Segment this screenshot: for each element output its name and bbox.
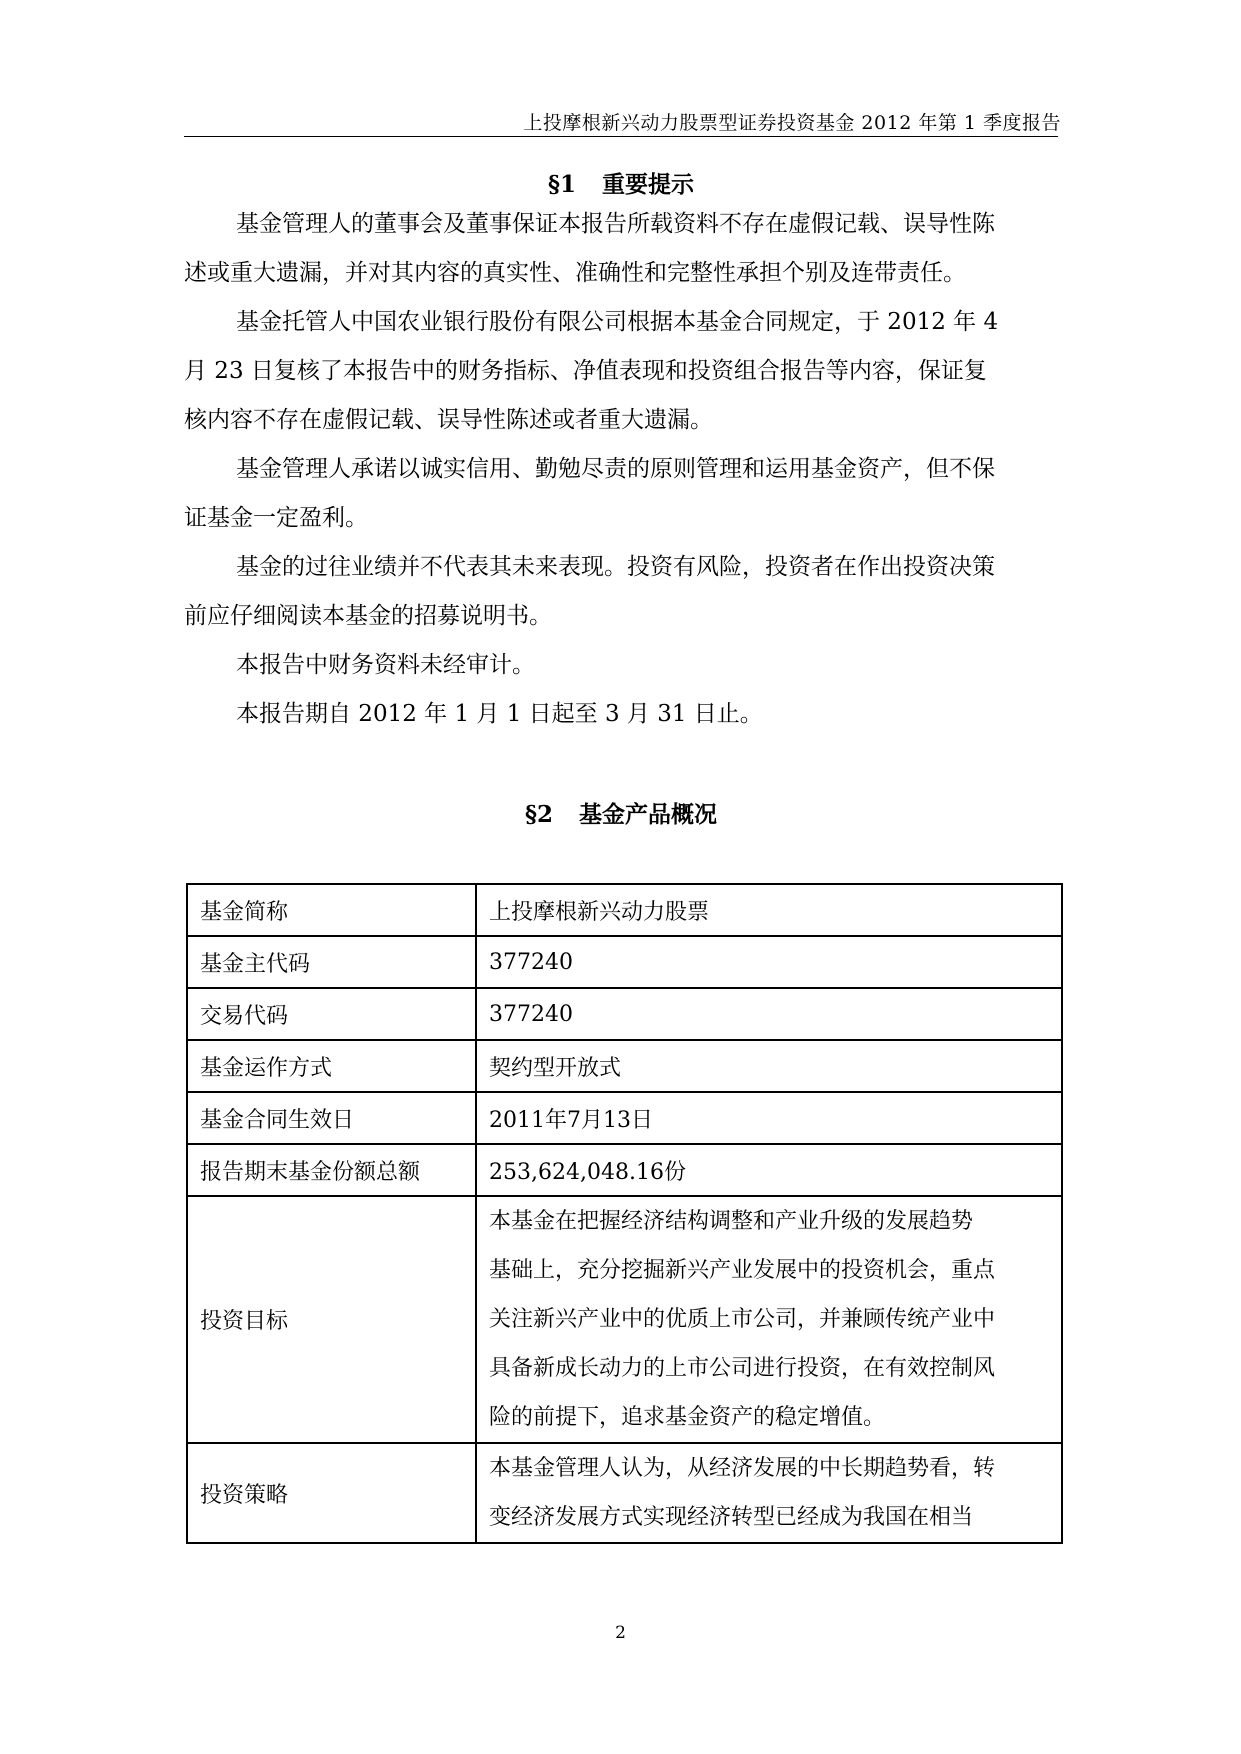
table-value: 377240 bbox=[476, 988, 1062, 1040]
table-label: 交易代码 bbox=[187, 988, 476, 1040]
paragraph-line: 本报告中财务资料未经审计。 bbox=[236, 652, 535, 678]
strategy-line: 本基金管理人认为，从经济发展的中长期趋势看，转 bbox=[489, 1456, 996, 1481]
paragraph-line: 证基金一定盈利。 bbox=[184, 505, 368, 531]
objective-line: 具备新成长动力的上市公司进行投资，在有效控制风 bbox=[489, 1356, 996, 1381]
section-1-heading bbox=[184, 166, 1058, 199]
paragraph-line: 核内容不存在虚假记载、误导性陈述或者重大遗漏。 bbox=[184, 407, 713, 433]
table-row bbox=[187, 1144, 1062, 1196]
section-2-number: §2 bbox=[524, 801, 554, 828]
paragraph-line: 基金管理人承诺以诚实信用、勤勉尽责的原则管理和运用基金资产，但不保 bbox=[236, 456, 995, 482]
table-value: 377240 bbox=[476, 936, 1062, 988]
table-row bbox=[187, 936, 1062, 988]
table-label: 基金主代码 bbox=[187, 936, 476, 988]
table-row-strategy bbox=[187, 1443, 1062, 1543]
table-label: 基金合同生效日 bbox=[187, 1092, 476, 1144]
table-value: 上投摩根新兴动力股票 bbox=[476, 884, 1062, 936]
section-1-body bbox=[184, 200, 1058, 739]
paragraph-line: 月 23 日复核了本报告中的财务指标、净值表现和投资组合报告等内容，保证复 bbox=[184, 358, 987, 384]
table-label: 基金简称 bbox=[187, 884, 476, 936]
section-2-title: 基金产品概况 bbox=[579, 801, 718, 828]
header-divider bbox=[184, 136, 1058, 137]
table-row bbox=[187, 884, 1062, 936]
paragraph-line: 基金的过往业绩并不代表其未来表现。投资有风险，投资者在作出投资决策 bbox=[236, 554, 995, 580]
table-row-objective bbox=[187, 1196, 1062, 1443]
section-2-heading bbox=[184, 796, 1058, 829]
table-row bbox=[187, 1040, 1062, 1092]
table-row bbox=[187, 988, 1062, 1040]
fund-overview-table bbox=[186, 883, 1063, 1544]
section-1-number: §1 bbox=[547, 171, 577, 198]
table-value-strategy bbox=[476, 1443, 1062, 1543]
paragraph-line: 本报告期自 2012 年 1 月 1 日起至 3 月 31 日止。 bbox=[236, 701, 763, 727]
report-header-title: 上投摩根新兴动力股票型证券投资基金 2012 年第 1 季度报告 bbox=[523, 112, 1061, 134]
table-label: 投资策略 bbox=[187, 1443, 476, 1543]
objective-line: 本基金在把握经济结构调整和产业升级的发展趋势 bbox=[489, 1209, 974, 1234]
paragraph-line: 基金托管人中国农业银行股份有限公司根据本基金合同规定，于 2012 年 4 bbox=[236, 309, 999, 335]
table-value-objective bbox=[476, 1196, 1062, 1443]
table-value: 2011年7月13日 bbox=[476, 1092, 1062, 1144]
strategy-line: 变经济发展方式实现经济转型已经成为我国在相当 bbox=[489, 1505, 974, 1530]
table-label: 报告期末基金份额总额 bbox=[187, 1144, 476, 1196]
section-1-title: 重要提示 bbox=[602, 171, 695, 198]
table-row bbox=[187, 1092, 1062, 1144]
paragraph-line: 基金管理人的董事会及董事保证本报告所载资料不存在虚假记载、误导性陈 bbox=[236, 211, 995, 237]
objective-line: 险的前提下，追求基金资产的稳定增值。 bbox=[489, 1405, 886, 1430]
objective-line: 关注新兴产业中的优质上市公司，并兼顾传统产业中 bbox=[489, 1307, 996, 1332]
paragraph-line: 述或重大遗漏，并对其内容的真实性、准确性和完整性承担个别及连带责任。 bbox=[184, 260, 966, 286]
table-label: 基金运作方式 bbox=[187, 1040, 476, 1092]
table-value: 253,624,048.16份 bbox=[476, 1144, 1062, 1196]
table-label: 投资目标 bbox=[187, 1196, 476, 1443]
table-value: 契约型开放式 bbox=[476, 1040, 1062, 1092]
objective-line: 基础上，充分挖掘新兴产业发展中的投资机会，重点 bbox=[489, 1258, 996, 1283]
page-number: 2 bbox=[615, 1623, 626, 1643]
paragraph-line: 前应仔细阅读本基金的招募说明书。 bbox=[184, 603, 552, 629]
